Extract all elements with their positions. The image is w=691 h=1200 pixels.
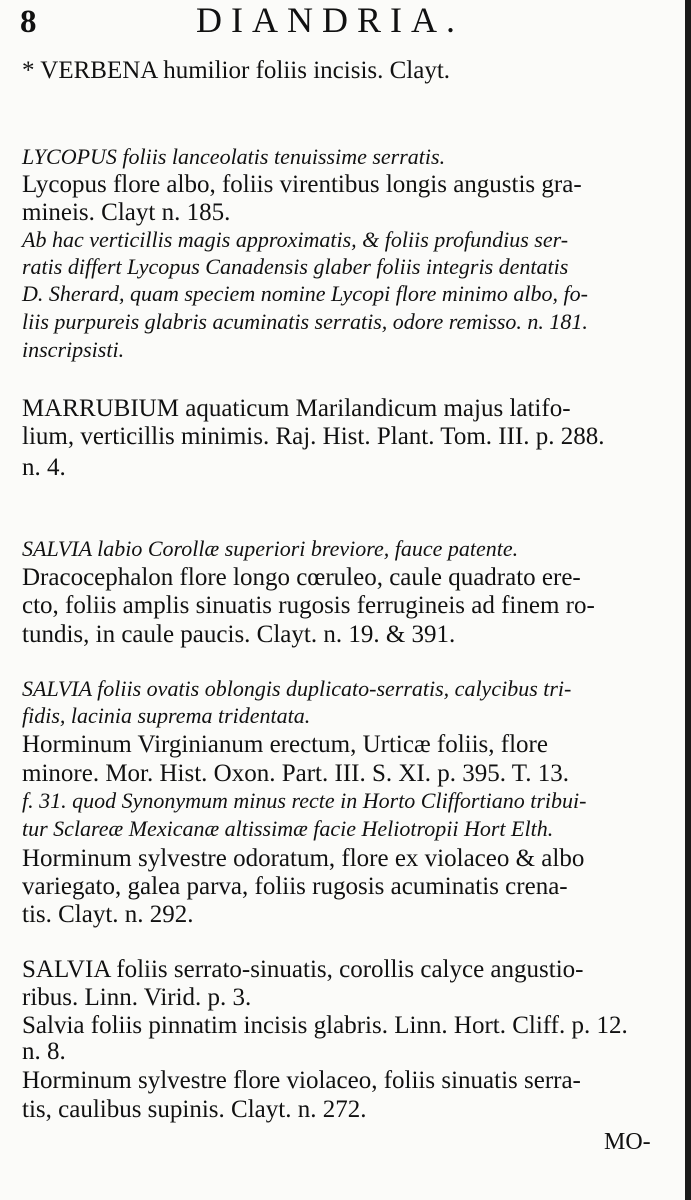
text-line: SALVIA foliis serrato-sinuatis, corollis calyce angustio-	[22, 956, 584, 983]
text-line: variegato, galea parva, foliis rugosis acuminatis crena-	[22, 873, 568, 900]
text-line: cto, foliis amplis sinuatis rugosis ferrugineis ad finem ro-	[22, 592, 595, 619]
text-line: lium, verticillis minimis. Raj. Hist. Plant. Tom. III. p. 288.	[22, 423, 605, 450]
page-edge-shadow	[685, 0, 691, 1200]
text-line: tur Sclareæ Mexicanæ altissimæ facie Heliotropii Hort Elth.	[22, 816, 554, 841]
text-line: tundis, in caule paucis. Clayt. n. 19. & 391.	[22, 621, 456, 648]
text-line: fidis, lacinia suprema tridentata.	[22, 703, 311, 728]
text-line: n. 8.	[22, 1038, 66, 1065]
text-line: Horminum Virginianum erectum, Urticæ foliis, flore	[22, 731, 548, 758]
text-line: MARRUBIUM aquaticum Marilandicum majus latifo-	[22, 395, 571, 422]
text-line: Salvia foliis pinnatim incisis glabris. Linn. Hort. Cliff. p. 12.	[22, 1012, 628, 1039]
catchword: MO-	[604, 1129, 651, 1155]
text-line: ribus. Linn. Virid. p. 3.	[22, 984, 252, 1011]
text-line: tis. Clayt. n. 292.	[22, 901, 194, 928]
text-line: minore. Mor. Hist. Oxon. Part. III. S. XI. p. 395. T. 13.	[22, 760, 569, 787]
text-line: tis, caulibus supinis. Clayt. n. 272.	[22, 1096, 367, 1123]
text-line: f. 31. quod Synonymum minus recte in Horto Cliffortiano tribui-	[22, 788, 587, 813]
text-line: Horminum sylvestre flore violaceo, foliis sinuatis serra-	[22, 1067, 581, 1094]
text-line: ratis differt Lycopus Canadensis glaber foliis integris dentatis	[22, 254, 569, 279]
text-line: SALVIA labio Corollæ superiori breviore, fauce patente.	[22, 536, 519, 561]
text-line: LYCOPUS foliis lanceolatis tenuissime serratis.	[22, 144, 446, 169]
text-line: Dracocephalon flore longo cœruleo, caule quadrato ere-	[22, 564, 581, 591]
text-line: mineis. Clayt n. 185.	[22, 199, 231, 226]
text-line: D. Sherard, quam speciem nomine Lycopi flore minimo albo, fo-	[22, 281, 588, 306]
text-line: * VERBENA humilior foliis incisis. Clayt.	[22, 57, 451, 84]
text-line: Lycopus flore albo, foliis virentibus longis angustis gra-	[22, 171, 582, 198]
text-line: SALVIA foliis ovatis oblongis duplicato-serratis, calycibus tri-	[22, 676, 572, 701]
text-line: Ab hac verticillis magis approximatis, & foliis profundius ser-	[22, 227, 569, 252]
text-line: Horminum sylvestre odoratum, flore ex violaceo & albo	[22, 845, 585, 872]
text-line: inscripsisti.	[22, 337, 125, 362]
text-line: n. 4.	[22, 454, 66, 481]
page-number: 8	[20, 4, 37, 40]
running-title: DIANDRIA.	[196, 0, 464, 40]
text-line: liis purpureis glabris acuminatis serratis, odore remisso. n. 181.	[22, 309, 588, 334]
